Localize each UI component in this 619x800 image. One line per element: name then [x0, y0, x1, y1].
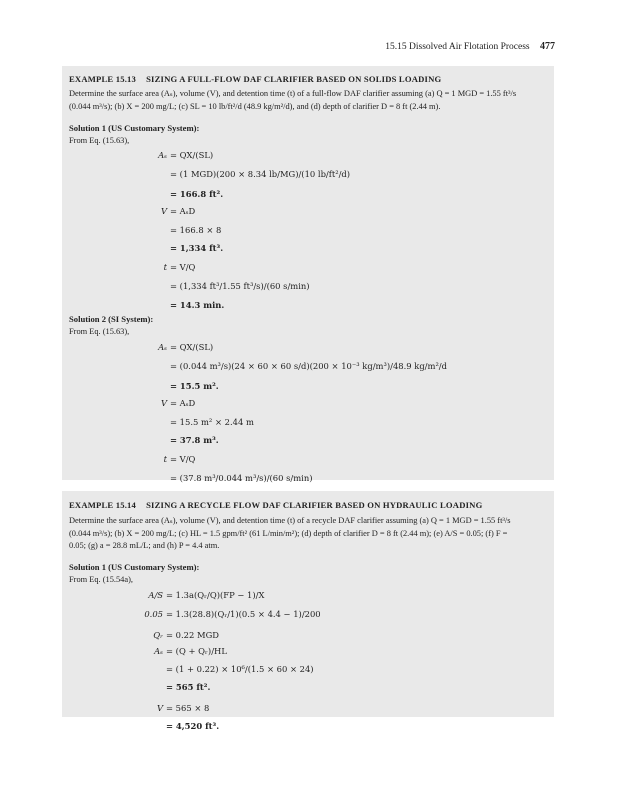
equation-result: = 1,334 ft³. [170, 243, 224, 253]
equation-lhs: t [163, 262, 167, 272]
problem-statement [69, 515, 548, 553]
page-number: 477 [540, 41, 555, 52]
equation-lhs: V [156, 703, 163, 713]
equation-rhs: = 166.8 × 8 [170, 225, 222, 235]
equation-reference: From Eq. (15.63), [69, 327, 130, 336]
equation-rhs: = 15.5 m² × 2.44 m [170, 417, 254, 427]
equation-rhs: = 565 × 8 [166, 703, 210, 713]
equation-rhs: = V/Q [170, 454, 196, 464]
equation-lhs: Qᵣ [153, 630, 163, 640]
example-number: EXAMPLE 15.13 [69, 74, 137, 84]
example-15-13-box [62, 66, 554, 483]
equation-lhs: V [160, 206, 167, 216]
equation-rhs: = (0.044 m³/s)(24 × 60 × 60 s/d)(200 × 10⁻³ kg/m³)/48.9 kg/m²/d [170, 361, 447, 371]
example-title [69, 500, 482, 510]
equation-rhs: = AₛD [170, 398, 196, 408]
solution-heading: Solution 2 (SI System): [69, 314, 154, 324]
example-15-14-box [62, 491, 554, 731]
equation-rhs: = (1 + 0.22) × 10⁶/(1.5 × 60 × 24) [166, 664, 314, 674]
equation-lhs: t [163, 454, 167, 464]
equation-reference: From Eq. (15.54a), [69, 575, 133, 584]
equation-lhs: Aₛ [158, 342, 167, 352]
solution-heading: Solution 1 (US Customary System): [69, 562, 200, 572]
equation-result: = 15.5 m². [170, 381, 219, 391]
equation-result: = 14.3 min. [170, 300, 225, 310]
equation-rhs: = (37.8 m³/0.044 m³/s)/(60 s/min) [170, 473, 313, 483]
running-header [385, 41, 555, 52]
example-heading: SIZING A FULL-FLOW DAF CLARIFIER BASED ON SOLIDS LOADING [146, 74, 442, 84]
example-number: EXAMPLE 15.14 [69, 500, 137, 510]
equation-rhs: = V/Q [170, 262, 196, 272]
problem-line: Determine the surface area (Aₛ), volume (V), and detention time (t) of a recycle DAF clarifier assuming (a) Q = 1 MGD = 1.55 ft³/s [69, 516, 511, 525]
example-title [69, 74, 441, 84]
equation-rhs: = (Q + Qᵣ)/HL [166, 646, 227, 656]
equation-result: = 565 ft². [166, 682, 211, 692]
equation-rhs: = (1 MGD)(200 × 8.34 lb/MG)/(10 lb/ft²/d) [170, 169, 351, 179]
section-title: 15.15 Dissolved Air Flotation Process [385, 42, 530, 52]
equation-rhs: = 1.3(28.8)(Qᵣ/1)(0.5 × 4.4 − 1)/200 [166, 609, 321, 619]
problem-line: Determine the surface area (Aₛ), volume (V), and detention time (t) of a full-flow DAF clarifier assuming (a) Q = 1 MGD = 1.55 ft³/s [69, 89, 517, 98]
problem-statement [69, 88, 548, 113]
equation-result: = 4,520 ft³. [166, 721, 220, 731]
problem-line: (0.044 m³/s); (b) X = 200 mg/L; (c) SL = 10 lb/ft²/d (48.9 kg/m²/d), and (d) depth of clarifier D = 8 ft (2.44 m). [69, 101, 441, 111]
equation-rhs: = 0.22 MGD [166, 630, 219, 640]
equation-result: = 166.8 ft². [170, 189, 224, 199]
equation-reference: From Eq. (15.63), [69, 136, 130, 145]
equation-rhs: = QX/(SL) [170, 342, 214, 352]
solution-heading: Solution 1 (US Customary System): [69, 123, 200, 133]
equation-lhs: V [160, 398, 167, 408]
equation-lhs: Aₛ [154, 646, 163, 656]
equation-result: = 37.8 m³. [170, 435, 219, 445]
equation-rhs: = 1.3a(Qᵣ/Q)(FP − 1)/X [166, 590, 265, 600]
equation-rhs: = (1,334 ft³/1.55 ft³/s)/(60 s/min) [170, 281, 310, 291]
problem-line: (0.044 m³/s); (b) X = 200 mg/L; (c) HL = 1.5 gpm/ft² (61 L/min/m²); (d) depth of clarifier D = 8 ft (2.44 m); (e) A/S = 0.05; (f) F = [69, 528, 508, 538]
equation-rhs: = QX/(SL) [170, 150, 214, 160]
equation-rhs: = AₛD [170, 206, 196, 216]
equation-lhs: Aₛ [158, 150, 167, 160]
example-heading: SIZING A RECYCLE FLOW DAF CLARIFIER BASED ON HYDRAULIC LOADING [146, 500, 483, 510]
problem-line: 0.05; (g) a = 28.8 mL/L; and (h) P = 4.4 atm. [69, 541, 220, 550]
equation-lhs: 0.05 [144, 609, 163, 619]
equation-lhs: A/S [148, 590, 163, 600]
